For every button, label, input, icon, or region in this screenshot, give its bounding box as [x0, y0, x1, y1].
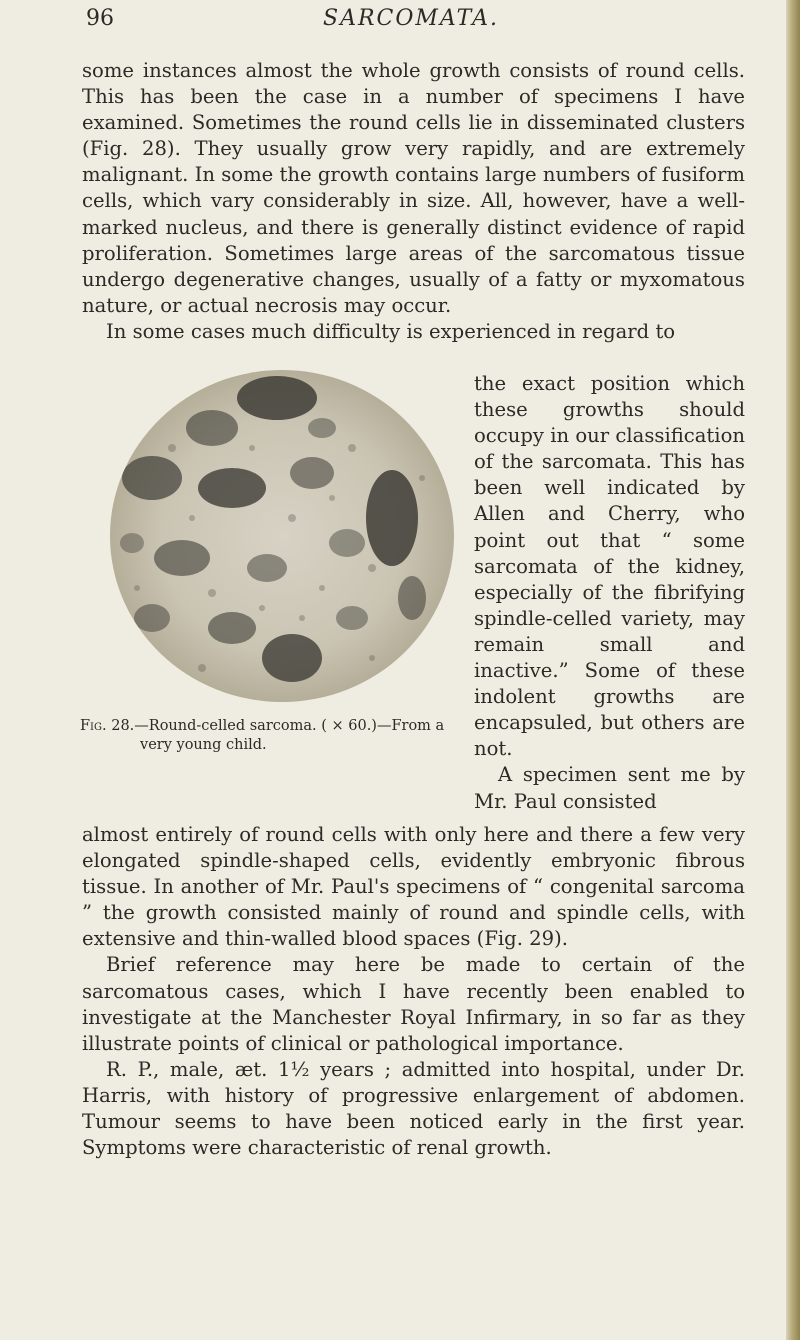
caption-line-2: very young child. [140, 737, 267, 753]
page-number: 96 [86, 6, 114, 31]
figure-label: Fig. 28. [80, 718, 135, 734]
micrograph-figure [92, 368, 470, 708]
paragraph-round-cells: some instances almost the whole growth consists of round cells. This has been the case in a number of specimens I have examined. Sometimes the round cells lie in disseminated clusters (Fig. 28). They usually grow very rapidly, and are extremely malignant. In some the growth contains large numbers of fusiform cells, which vary considerably in size. All, however, have a well-marked nucleus, and there is generally distinct evidence of rapid proliferation. Sometimes large areas of the sarcomatous tissue undergo degenerative changes, usually of a fatty or myxomatous nature, or actual necrosis may occur. [82, 59, 745, 317]
paragraph-manchester-cases: Brief reference may here be made to certain of the sarcomatous cases, which I have recently been enabled to investigate at the Manchester Royal Infirmary, in so far as they illustrate points of clinical or pathological importance. [82, 953, 745, 1055]
paragraph-classification-start: In some cases much difficulty is experienced in regard to [106, 319, 676, 343]
paragraph-classification-column: the exact position which these growths should occupy in our classification of the sarcomata. This has been well indicated by Allen and Cherry, who point out that “ some sarcomata of the kidney, especially of the fibrifying spindle-celled variety, may remain small and inactive.” Some of these indolent growths are encapsuled, but others are not. [474, 372, 745, 761]
page-header [86, 0, 736, 44]
text-block-bottom [82, 822, 745, 1161]
caption-line-1: —Round-celled sarcoma. ( × 60.)—From a [134, 718, 445, 734]
paragraph-case-rp: R. P., male, æt. 1½ years ; admitted into hospital, under Dr. Harris, with history of progressive enlargement of abdomen. Tumour seems to have been noticed early in the first year. Symptoms were characteristic of renal growth. [82, 1057, 745, 1160]
text-block-top [82, 58, 745, 345]
page-edge [786, 0, 800, 1340]
running-head: SARCOMATA. [323, 6, 499, 31]
paragraph-paul-specimen-start: A specimen sent me by Mr. Paul consisted [474, 763, 745, 813]
figure-caption [80, 717, 468, 755]
text-column-right [474, 371, 745, 815]
paragraph-paul-specimen-rest: almost entirely of round cells with only here and there a few very elongated spindle-shaped cells, evidently embryonic fibrous tissue. In another of Mr. Paul's specimens of “ congenital sarcoma ” the growth consisted mainly of round and spindle cells, with extensive and thin-walled blood spaces (Fig. 29). [82, 823, 745, 951]
